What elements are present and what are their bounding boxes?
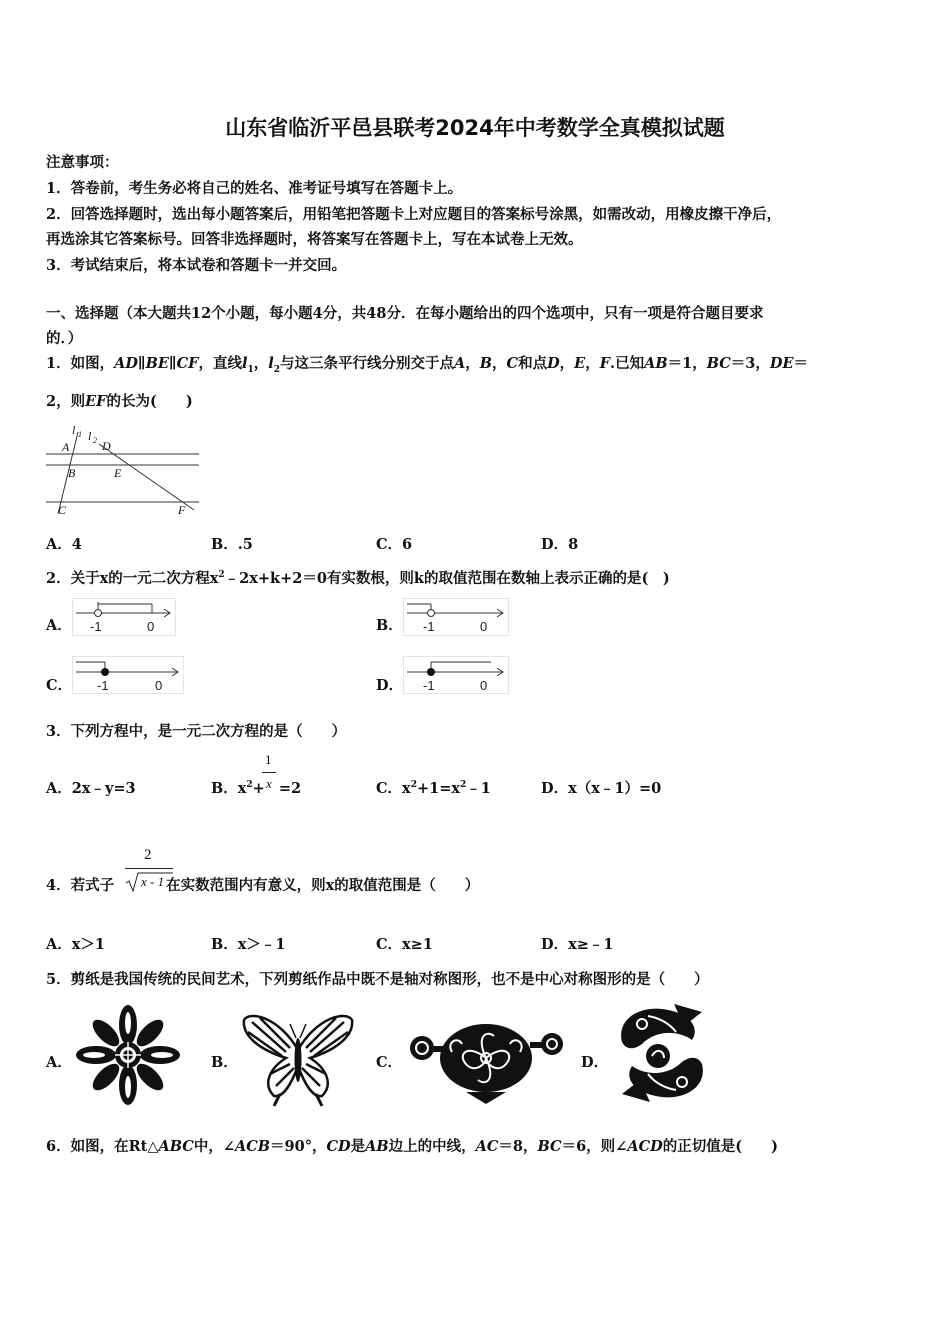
papercut-ornament-icon: [406, 1012, 566, 1104]
fig1-label-A: A: [62, 440, 70, 454]
question-5-stem: 5．剪纸是我国传统的民间艺术，下列剪纸作品中既不是轴对称图形，也不是中心对称图形的是（ ）: [46, 971, 709, 988]
fraction-bar: [125, 868, 173, 869]
question-2-numberline-b: [403, 598, 509, 636]
tick-label-minus1: -1: [90, 619, 102, 634]
tick-label-minus1: -1: [423, 619, 435, 634]
fig1-label-l2: l: [88, 429, 92, 443]
question-4-option-b[interactable]: B．x＞﹣1: [211, 936, 286, 953]
question-2-numberline-d: [403, 656, 509, 694]
question-2-option-b-label[interactable]: B．: [376, 617, 403, 634]
notice-item-2-cont: 再选涂其它答案标号。回答非选择题时，将答案写在答题卡上，写在本试卷上无效。: [46, 231, 583, 248]
question-3-option-b[interactable]: B．$x^2+ =2$: [211, 780, 302, 797]
question-1-option-a[interactable]: A．4: [46, 536, 82, 553]
question-1-option-b[interactable]: B．.5: [211, 536, 253, 553]
papercut-flower-icon: [75, 1005, 181, 1105]
tick-label-0: 0: [480, 678, 488, 693]
papercut-fish-icon: [612, 1000, 712, 1106]
question-4-stem: 4．若式子 在实数范围内有意义，则x的取值范围是（ ）: [46, 877, 480, 894]
question-2-option-c-label[interactable]: C．: [46, 677, 73, 694]
question-5-option-b-label[interactable]: B．: [211, 1054, 238, 1071]
question-5-option-d-label[interactable]: D．: [581, 1054, 609, 1071]
fig1-label-C: C: [58, 503, 67, 517]
notice-item-3: 3．考试结束后，将本试卷和答题卡一并交回。: [46, 257, 347, 274]
page-title: 山东省临沂平邑县联考2024年中考数学全真模拟试题: [225, 116, 725, 140]
question-4-denominator: x - 1: [141, 874, 165, 889]
fig1-label-E: E: [114, 466, 122, 480]
tick-label-minus1: -1: [423, 678, 435, 693]
question-1-option-c[interactable]: C．6: [376, 536, 413, 553]
question-1-option-d[interactable]: D．8: [541, 536, 579, 553]
question-3-option-b-numerator: 1: [265, 752, 272, 767]
question-2-option-d-label[interactable]: D．: [376, 677, 404, 694]
section-heading-line2: 的．）: [46, 330, 83, 347]
fig1-label-l1: l: [72, 423, 76, 437]
question-3-option-b-denominator: x: [266, 776, 272, 791]
question-3-stem: 3．下列方程中，是一元二次方程的是（ ）: [46, 723, 347, 740]
question-1-stem-cont: 2，则EF的长为( ): [46, 393, 193, 410]
papercut-butterfly-icon: [240, 1010, 356, 1106]
question-2-numberline-a: [72, 598, 176, 636]
tick-label-0: 0: [480, 619, 488, 634]
question-1-figure: [44, 422, 204, 517]
question-4-numerator: 2: [144, 847, 152, 863]
tick-label-0: 0: [147, 619, 155, 634]
question-5-option-a-label[interactable]: A．: [46, 1054, 72, 1071]
question-4-option-d[interactable]: D．x≥﹣1: [541, 936, 614, 953]
question-1-stem: 1．如图，AD∥BE∥CF，直线$l_1$，$l_2$与这三条平行线分别交于点A，B，C和点D，E，F.已知AB＝1，BC＝3，DE＝: [46, 355, 809, 375]
fig1-label-D: D: [102, 439, 111, 453]
fig1-label-B: B: [68, 466, 76, 480]
question-3-option-d[interactable]: D．x（x﹣1）=0: [541, 780, 662, 797]
fig1-label-l1-sub: 1: [78, 430, 82, 439]
question-3-option-a[interactable]: A．2x﹣y=3: [46, 780, 136, 797]
question-2-stem: 2．关于x的一元二次方程$x^2﹣2x+k+2=0$有实数根，则k的取值范围在数轴上表示正确的是( ): [46, 570, 670, 587]
question-6-stem: 6．如图，在Rt△ABC中，∠ACB＝90°，CD是AB边上的中线，AC＝8，BC＝6，则∠ACD的正切值是( ): [46, 1138, 778, 1155]
question-4-option-a[interactable]: A．x＞1: [46, 936, 105, 953]
question-2-option-a-label[interactable]: A．: [46, 617, 72, 634]
fig1-label-l2-sub: 2: [93, 436, 97, 445]
fig1-label-F: F: [178, 503, 186, 517]
tick-label-0: 0: [155, 678, 163, 693]
question-5-option-c-label[interactable]: C．: [376, 1054, 403, 1071]
section-heading-line1: 一、选择题（本大题共12个小题，每小题4分，共48分．在每小题给出的四个选项中，只有一项是符合题目要求: [46, 305, 764, 322]
question-4-option-c[interactable]: C．x≥1: [376, 936, 433, 953]
notice-heading: 注意事项：: [46, 154, 119, 171]
question-2-numberline-c: [72, 656, 184, 694]
notice-item-2: 2．回答选择题时，选出每小题答案后，用铅笔把答题卡上对应题目的答案标号涂黑，如需改动，用橡皮擦干净后，: [46, 206, 782, 223]
question-3-option-c[interactable]: C．$x^2+1=x^2﹣1$: [376, 780, 491, 797]
tick-label-minus1: -1: [97, 678, 109, 693]
fraction-bar: [262, 772, 276, 773]
notice-item-1: 1．答卷前，考生务必将自己的姓名、准考证号填写在答题卡上。: [46, 180, 463, 197]
